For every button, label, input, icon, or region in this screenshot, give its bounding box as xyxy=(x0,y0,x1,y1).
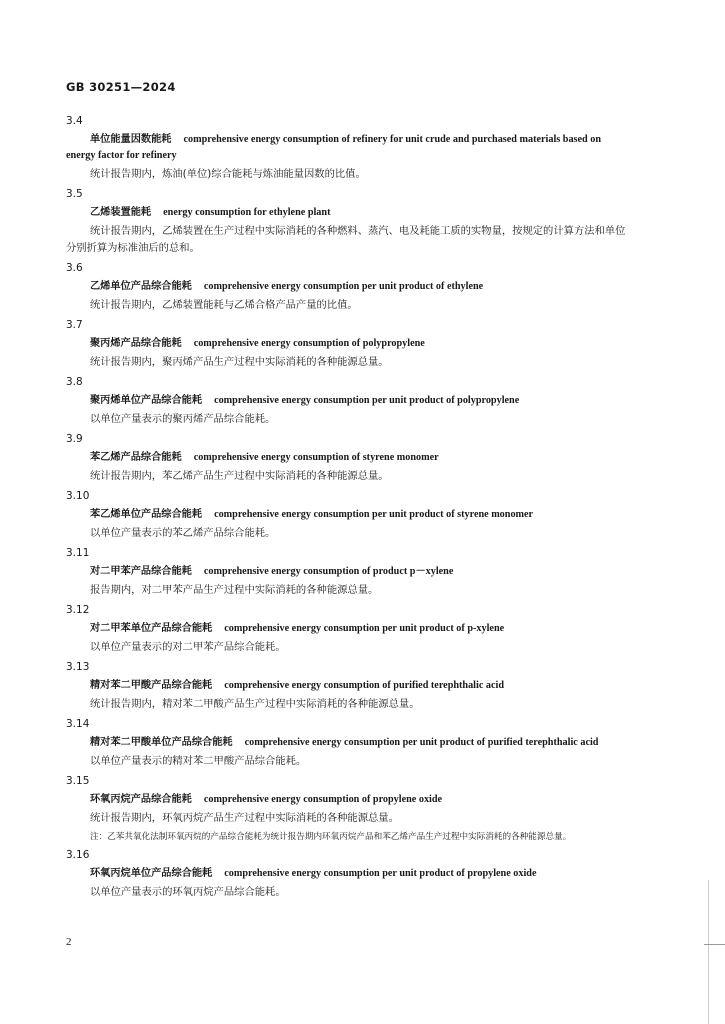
term-heading xyxy=(66,336,632,352)
term-en: comprehensive energy consumption per unit product of purified terephthalic acid xyxy=(244,737,599,748)
clause-number: 3.15 xyxy=(66,775,90,787)
term-entry-3-15 xyxy=(66,773,632,844)
term-en: comprehensive energy consumption per unit product of polypropylene xyxy=(214,395,520,406)
term-en: comprehensive energy consumption per unit product of ethylene xyxy=(203,281,484,292)
term-definition: 以单位产量表示的聚丙烯产品综合能耗。 xyxy=(90,413,276,425)
term-heading xyxy=(66,792,632,808)
clause-number: 3.13 xyxy=(66,661,90,673)
term-heading xyxy=(66,735,632,751)
term-definition: 统计报告期内，精对苯二甲酸产品生产过程中实际消耗的各种能源总量。 xyxy=(90,698,420,710)
page-number: 2 xyxy=(66,936,72,948)
term-entry-3-5 xyxy=(66,186,632,257)
term-heading xyxy=(66,678,632,694)
term-zh: 环氧丙烷产品综合能耗 xyxy=(90,794,192,805)
term-en: comprehensive energy consumption of propylene oxide xyxy=(203,794,443,805)
term-definition: 以单位产量表示的对二甲苯产品综合能耗。 xyxy=(90,641,286,653)
term-entry-3-13 xyxy=(66,659,632,713)
clause-number: 3.16 xyxy=(66,849,90,861)
term-entry-3-8 xyxy=(66,374,632,428)
term-definition: 统计报告期内，苯乙烯产品生产过程中实际消耗的各种能源总量。 xyxy=(90,470,389,482)
clause-number: 3.12 xyxy=(66,604,90,616)
term-en: comprehensive energy consumption per unit product of p-xylene xyxy=(224,623,505,634)
term-heading xyxy=(66,621,632,637)
term-en: comprehensive energy consumption of product p－xylene xyxy=(203,566,454,577)
clause-number: 3.10 xyxy=(66,490,90,502)
clause-number: 3.11 xyxy=(66,547,90,559)
term-zh: 乙烯单位产品综合能耗 xyxy=(90,281,192,292)
clause-number: 3.14 xyxy=(66,718,90,730)
scan-edge-line xyxy=(708,880,709,1024)
term-en: comprehensive energy consumption of purified terephthalic acid xyxy=(224,680,505,691)
term-entry-3-10 xyxy=(66,488,632,542)
term-definition: 报告期内，对二甲苯产品生产过程中实际消耗的各种能源总量。 xyxy=(90,584,379,596)
term-heading xyxy=(66,564,632,580)
term-zh: 环氧丙烷单位产品综合能耗 xyxy=(90,868,213,879)
scan-edge-mark xyxy=(704,944,725,945)
clause-number: 3.5 xyxy=(66,188,83,200)
clause-number: 3.4 xyxy=(66,115,83,127)
term-zh: 精对苯二甲酸单位产品综合能耗 xyxy=(90,737,233,748)
term-heading xyxy=(66,507,632,523)
term-definition: 以单位产量表示的精对苯二甲酸产品综合能耗。 xyxy=(90,755,307,767)
clause-number: 3.6 xyxy=(66,262,83,274)
term-entry-3-4 xyxy=(66,113,632,183)
term-zh: 苯乙烯产品综合能耗 xyxy=(90,452,182,463)
terms-content xyxy=(66,110,632,901)
term-entry-3-7 xyxy=(66,317,632,371)
term-zh: 对二甲苯单位产品综合能耗 xyxy=(90,623,213,634)
term-heading xyxy=(66,393,632,409)
term-heading xyxy=(66,450,632,466)
term-en: energy consumption for ethylene plant xyxy=(163,207,331,218)
term-en: comprehensive energy consumption of styrene monomer xyxy=(193,452,439,463)
term-en: comprehensive energy consumption per unit product of propylene oxide xyxy=(224,868,537,879)
term-zh: 精对苯二甲酸产品综合能耗 xyxy=(90,680,213,691)
term-zh: 聚丙烯单位产品综合能耗 xyxy=(90,395,203,406)
term-en: comprehensive energy consumption of polypropylene xyxy=(193,338,425,349)
term-definition: 统计报告期内，乙烯装置能耗与乙烯合格产品产量的比值。 xyxy=(90,299,358,311)
clause-number: 3.7 xyxy=(66,319,83,331)
term-entry-3-11 xyxy=(66,545,632,599)
term-heading xyxy=(66,205,632,221)
term-entry-3-14 xyxy=(66,716,632,770)
term-entry-3-16 xyxy=(66,847,632,901)
term-entry-3-12 xyxy=(66,602,632,656)
term-definition: 以单位产量表示的环氧丙烷产品综合能耗。 xyxy=(90,886,286,898)
term-zh: 聚丙烯产品综合能耗 xyxy=(90,338,182,349)
term-definition: 统计报告期内，乙烯装置在生产过程中实际消耗的各种燃料、蒸汽、电及耗能工质的实物量，按规定的计算方法和单位分别折算为标准油后的总和。 xyxy=(66,225,626,254)
standard-code-header: GB 30251—2024 xyxy=(66,80,176,94)
term-heading xyxy=(66,132,632,164)
term-en: comprehensive energy consumption of refinery for unit crude and purchased materials based on energy factor for refinery xyxy=(66,134,601,161)
clause-number: 3.9 xyxy=(66,433,83,445)
clause-number: 3.8 xyxy=(66,376,83,388)
term-definition: 以单位产量表示的苯乙烯产品综合能耗。 xyxy=(90,527,276,539)
term-heading xyxy=(66,279,632,295)
term-entry-3-6 xyxy=(66,260,632,314)
term-zh: 苯乙烯单位产品综合能耗 xyxy=(90,509,203,520)
term-definition: 统计报告期内，环氧丙烷产品生产过程中实际消耗的各种能源总量。 xyxy=(90,812,399,824)
term-heading xyxy=(66,866,632,882)
term-en: comprehensive energy consumption per unit product of styrene monomer xyxy=(214,509,534,520)
term-entry-3-9 xyxy=(66,431,632,485)
term-zh: 单位能量因数能耗 xyxy=(90,134,172,145)
term-zh: 乙烯装置能耗 xyxy=(90,207,152,218)
term-definition: 统计报告期内，炼油(单位)综合能耗与炼油能量因数的比值。 xyxy=(90,168,366,180)
term-definition: 统计报告期内，聚丙烯产品生产过程中实际消耗的各种能源总量。 xyxy=(90,356,389,368)
term-zh: 对二甲苯产品综合能耗 xyxy=(90,566,192,577)
term-note: 注：乙苯共氧化法制环氧丙烷的产品综合能耗为统计报告期内环氧丙烷产品和苯乙烯产品生产过程中实际消耗的各种能源总量。 xyxy=(90,832,572,842)
